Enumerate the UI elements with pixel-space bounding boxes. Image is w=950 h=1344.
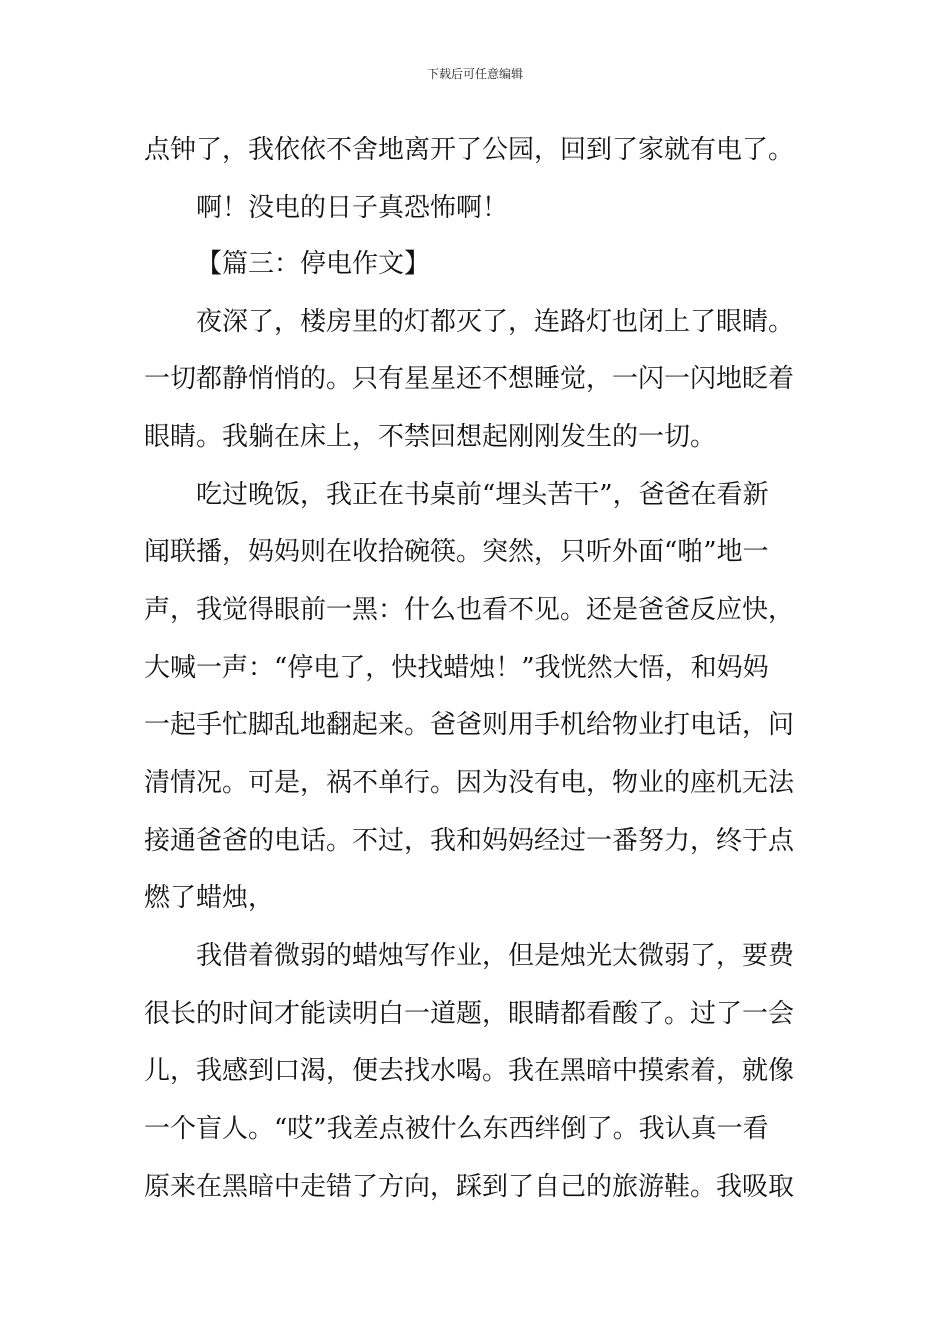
text-line: 眼睛。我躺在床上，不禁回想起刚刚发生的一切。 [144,422,717,452]
text-line: 接通爸爸的电话。不过，我和妈妈经过一番努力，终于点 [144,826,795,856]
text-line: 吃过晚饭，我正在书桌前“埋头苦干”，爸爸在看新 [196,480,769,510]
text-line: 大喊一声：“停电了，快找蜡烛！”我恍然大悟，和妈妈 [144,653,769,683]
text-line: 原来在黑暗中走错了方向，踩到了自己的旅游鞋。我吸取 [144,1172,795,1202]
text-line: 一起手忙脚乱地翻起来。爸爸则用手机给物业打电话，问 [144,710,795,740]
text-line: 啊！没电的日子真恐怖啊！ [196,193,509,223]
text-line: 燃了蜡烛， [144,883,275,913]
text-line: 一个盲人。“哎”我差点被什么东西绊倒了。我认真一看 [144,1114,769,1144]
text-line: 点钟了，我依依不舍地离开了公园，回到了家就有电了。 [144,135,795,165]
text-line: 闻联播，妈妈则在收拾碗筷。突然，只听外面“啪”地一 [144,537,769,567]
page-header: 下载后可任意编辑 [426,67,523,81]
text-line: 我借着微弱的蜡烛写作业，但是烛光太微弱了，要费 [196,941,795,971]
section-heading: 【篇三：停电作文】 [196,249,431,279]
text-line: 很长的时间才能读明白一道题，眼睛都看酸了。过了一会 [144,999,795,1029]
text-line: 儿，我感到口渴，便去找水喝。我在黑暗中摸索着，就像 [144,1056,795,1086]
text-line: 声，我觉得眼前一黑：什么也看不见。还是爸爸反应快， [144,595,795,625]
text-line: 夜深了，楼房里的灯都灭了，连路灯也闭上了眼睛。 [196,307,795,337]
text-line: 一切都静悄悄的。只有星星还不想睡觉，一闪一闪地眨着 [144,364,795,394]
text-line: 清情况。可是，祸不单行。因为没有电，物业的座机无法 [144,768,795,798]
